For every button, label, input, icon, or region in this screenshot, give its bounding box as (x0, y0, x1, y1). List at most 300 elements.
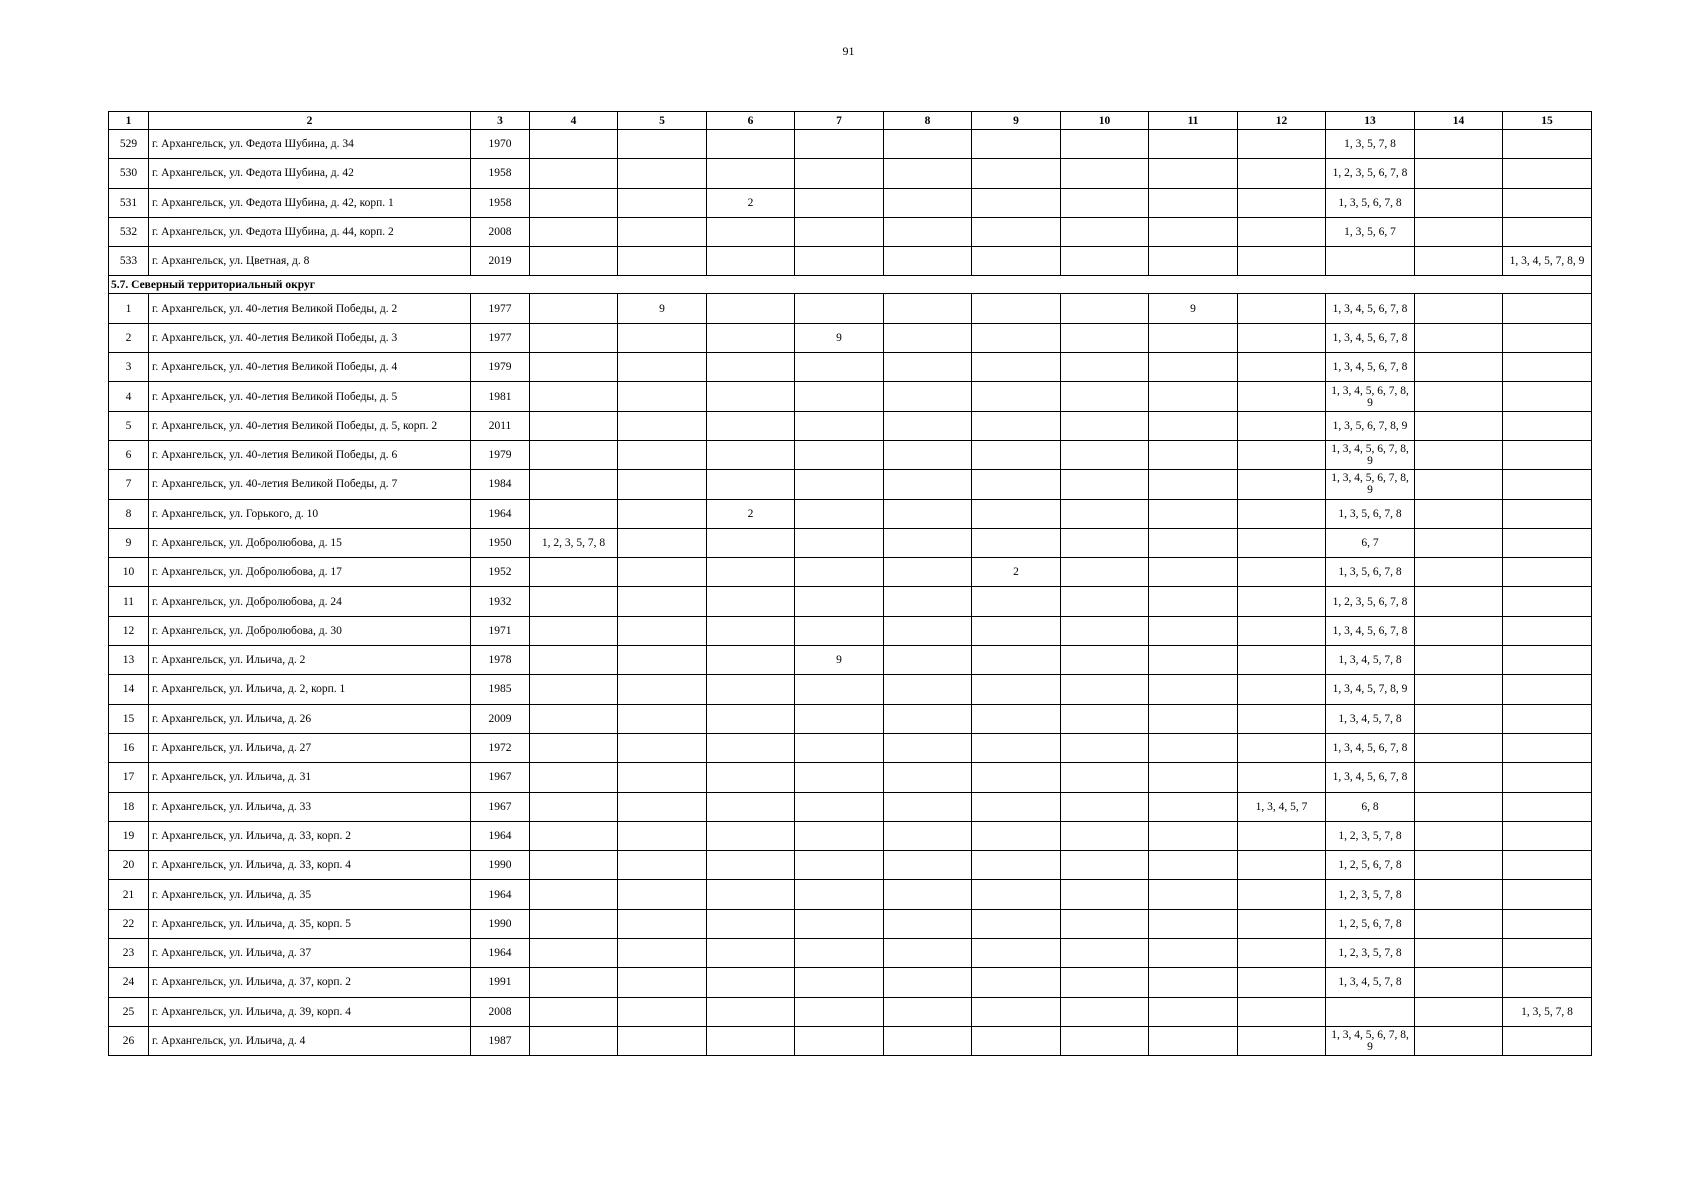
table-cell (1503, 821, 1592, 850)
year-cell: 2008 (471, 217, 530, 246)
address-cell: г. Архангельск, ул. 40-летия Великой Победы, д. 5 (149, 382, 471, 411)
table-cell (1061, 294, 1149, 323)
table-cell (884, 997, 972, 1026)
year-cell: 1958 (471, 159, 530, 188)
table-cell (707, 411, 795, 440)
table-cell (795, 528, 884, 557)
table-cell (530, 323, 618, 352)
table-cell (884, 587, 972, 616)
table-cell (530, 792, 618, 821)
table-cell (1149, 616, 1238, 645)
table-cell (707, 440, 795, 469)
table-cell (530, 1026, 618, 1055)
table-cell (1061, 130, 1149, 159)
table-cell (618, 1026, 707, 1055)
table-cell (972, 294, 1061, 323)
address-cell: г. Архангельск, ул. Добролюбова, д. 15 (149, 528, 471, 557)
table-cell (707, 528, 795, 557)
table-cell (1238, 499, 1326, 528)
table-cell (1061, 939, 1149, 968)
table-cell: 1, 3, 4, 5, 6, 7, 8 (1326, 353, 1415, 382)
table-cell (530, 909, 618, 938)
table-cell (795, 733, 884, 762)
address-cell: г. Архангельск, ул. Ильича, д. 33 (149, 792, 471, 821)
table-cell (1149, 558, 1238, 587)
table-row (109, 558, 1592, 587)
table-cell (1503, 616, 1592, 645)
table-cell (1238, 968, 1326, 997)
table-cell (1238, 217, 1326, 246)
table-row (109, 821, 1592, 850)
table-cell (1061, 1026, 1149, 1055)
table-cell (1415, 247, 1503, 276)
table-cell (972, 939, 1061, 968)
table-cell (884, 217, 972, 246)
table-cell (1061, 792, 1149, 821)
table-cell (618, 616, 707, 645)
table-cell: 2 (972, 558, 1061, 587)
buildings-table (108, 111, 1592, 1056)
table-cell (618, 704, 707, 733)
column-header: 1 (109, 112, 149, 130)
table-cell (795, 247, 884, 276)
table-cell (1415, 675, 1503, 704)
table-cell (884, 130, 972, 159)
table-cell (884, 821, 972, 850)
row-number-cell: 18 (109, 792, 149, 821)
table-cell (1061, 528, 1149, 557)
row-number-cell: 9 (109, 528, 149, 557)
row-number-cell: 25 (109, 997, 149, 1026)
table-cell (707, 558, 795, 587)
address-cell: г. Архангельск, ул. Ильича, д. 4 (149, 1026, 471, 1055)
table-cell (1149, 382, 1238, 411)
table-cell (1503, 159, 1592, 188)
table-cell (707, 587, 795, 616)
table-cell (618, 188, 707, 217)
table-cell: 1, 3, 4, 5, 6, 7, 8 (1326, 616, 1415, 645)
column-header: 5 (618, 112, 707, 130)
table-cell: 1, 3, 4, 5, 6, 7, 8, 9 (1326, 1026, 1415, 1055)
table-cell (1061, 646, 1149, 675)
table-cell (795, 851, 884, 880)
table-cell: 1, 3, 4, 5, 6, 7, 8 (1326, 733, 1415, 762)
row-number-cell: 16 (109, 733, 149, 762)
table-cell (1149, 130, 1238, 159)
table-cell (884, 851, 972, 880)
table-cell (530, 499, 618, 528)
table-cell (1061, 587, 1149, 616)
table-cell (884, 792, 972, 821)
table-cell (1503, 704, 1592, 733)
table-row (109, 247, 1592, 276)
table-cell (530, 440, 618, 469)
table-cell (1503, 909, 1592, 938)
table-body (109, 130, 1592, 1056)
year-cell: 1952 (471, 558, 530, 587)
table-cell (884, 733, 972, 762)
table-cell (1415, 646, 1503, 675)
address-cell: г. Архангельск, ул. Ильича, д. 31 (149, 763, 471, 792)
row-number-cell: 22 (109, 909, 149, 938)
table-cell (1149, 792, 1238, 821)
table-cell (972, 675, 1061, 704)
table-cell (530, 733, 618, 762)
table-cell: 9 (618, 294, 707, 323)
table-cell (618, 130, 707, 159)
table-cell (1149, 675, 1238, 704)
address-cell: г. Архангельск, ул. Ильича, д. 39, корп. 4 (149, 997, 471, 1026)
table-cell: 1, 3, 5, 6, 7 (1326, 217, 1415, 246)
table-cell (1503, 440, 1592, 469)
table-cell (884, 159, 972, 188)
column-header: 7 (795, 112, 884, 130)
table-cell (1503, 968, 1592, 997)
year-cell: 1971 (471, 616, 530, 645)
table-cell (972, 528, 1061, 557)
table-cell (795, 558, 884, 587)
table-cell (884, 968, 972, 997)
table-cell (1238, 382, 1326, 411)
table-cell (707, 294, 795, 323)
table-cell (618, 997, 707, 1026)
table-cell (795, 353, 884, 382)
table-cell (707, 217, 795, 246)
row-number-cell: 13 (109, 646, 149, 675)
table-cell (1238, 440, 1326, 469)
table-cell: 1, 3, 4, 5, 7, 8 (1326, 968, 1415, 997)
table-cell (618, 792, 707, 821)
table-row (109, 470, 1592, 499)
address-cell: г. Архангельск, ул. Федота Шубина, д. 34 (149, 130, 471, 159)
table-cell (795, 704, 884, 733)
table-cell (972, 470, 1061, 499)
table-cell (1238, 880, 1326, 909)
table-cell: 1, 2, 3, 5, 6, 7, 8 (1326, 587, 1415, 616)
year-cell: 2011 (471, 411, 530, 440)
table-cell (1238, 411, 1326, 440)
table-cell: 1, 3, 4, 5, 6, 7, 8 (1326, 294, 1415, 323)
table-cell (1503, 382, 1592, 411)
table-cell: 1, 3, 4, 5, 7, 8, 9 (1326, 675, 1415, 704)
table-cell (530, 646, 618, 675)
table-cell (884, 646, 972, 675)
table-cell (1149, 939, 1238, 968)
table-cell (1503, 646, 1592, 675)
table-cell (530, 353, 618, 382)
table-cell (795, 587, 884, 616)
table-row (109, 382, 1592, 411)
table-cell (707, 382, 795, 411)
table-cell (1238, 130, 1326, 159)
table-cell: 1, 2, 3, 5, 7, 8 (1326, 939, 1415, 968)
table-cell (972, 323, 1061, 352)
table-cell: 1, 3, 4, 5, 6, 7, 8, 9 (1326, 382, 1415, 411)
table-cell (618, 821, 707, 850)
year-cell: 1979 (471, 440, 530, 469)
table-cell (1415, 821, 1503, 850)
table-cell (1149, 353, 1238, 382)
table-cell (1149, 217, 1238, 246)
table-cell (707, 646, 795, 675)
row-number-cell: 3 (109, 353, 149, 382)
year-cell: 1967 (471, 763, 530, 792)
table-cell (1415, 616, 1503, 645)
address-cell: г. Архангельск, ул. Горького, д. 10 (149, 499, 471, 528)
table-cell (1503, 1026, 1592, 1055)
table-cell (795, 880, 884, 909)
table-cell (1415, 528, 1503, 557)
table-cell (795, 763, 884, 792)
table-cell (530, 247, 618, 276)
table-cell (1149, 821, 1238, 850)
table-cell (707, 675, 795, 704)
table-cell (1503, 130, 1592, 159)
table-cell (795, 997, 884, 1026)
address-cell: г. Архангельск, ул. Ильича, д. 35, корп. 5 (149, 909, 471, 938)
table-cell (618, 939, 707, 968)
table-row (109, 733, 1592, 762)
address-cell: г. Архангельск, ул. Добролюбова, д. 30 (149, 616, 471, 645)
table-cell (707, 997, 795, 1026)
table-cell (1061, 997, 1149, 1026)
table-cell: 1, 2, 3, 5, 7, 8 (530, 528, 618, 557)
table-cell (618, 247, 707, 276)
year-cell: 1979 (471, 353, 530, 382)
table-cell (1238, 1026, 1326, 1055)
table-row (109, 909, 1592, 938)
row-number-cell: 529 (109, 130, 149, 159)
table-cell (530, 997, 618, 1026)
table-cell (1238, 188, 1326, 217)
table-cell (530, 382, 618, 411)
table-cell (1503, 499, 1592, 528)
table-cell (1061, 880, 1149, 909)
table-cell (618, 968, 707, 997)
table-cell (884, 616, 972, 645)
table-cell (707, 616, 795, 645)
section-heading-row (109, 276, 1592, 294)
table-cell (972, 997, 1061, 1026)
table-cell (618, 159, 707, 188)
year-cell: 1977 (471, 323, 530, 352)
table-cell (884, 353, 972, 382)
table-cell (1326, 997, 1415, 1026)
table-cell (1061, 909, 1149, 938)
table-cell (795, 411, 884, 440)
address-cell: г. Архангельск, ул. Цветная, д. 8 (149, 247, 471, 276)
address-cell: г. Архангельск, ул. Федота Шубина, д. 42 (149, 159, 471, 188)
table-cell (795, 939, 884, 968)
table-cell (530, 851, 618, 880)
year-cell: 1972 (471, 733, 530, 762)
column-header: 4 (530, 112, 618, 130)
table-cell (884, 675, 972, 704)
table-row (109, 968, 1592, 997)
table-cell (1149, 968, 1238, 997)
table-cell (795, 821, 884, 850)
year-cell: 1932 (471, 587, 530, 616)
table-cell (1238, 851, 1326, 880)
table-row (109, 616, 1592, 645)
table-cell (795, 159, 884, 188)
table-cell (530, 558, 618, 587)
year-cell: 1964 (471, 821, 530, 850)
address-cell: г. Архангельск, ул. Ильича, д. 37, корп. 2 (149, 968, 471, 997)
table-cell (1061, 851, 1149, 880)
table-cell: 1, 3, 5, 6, 7, 8 (1326, 188, 1415, 217)
table-cell (1061, 353, 1149, 382)
table-cell (530, 130, 618, 159)
table-cell (1149, 1026, 1238, 1055)
address-cell: г. Архангельск, ул. Ильича, д. 33, корп. 4 (149, 851, 471, 880)
table-cell (795, 440, 884, 469)
table-cell (1238, 470, 1326, 499)
year-cell: 1964 (471, 880, 530, 909)
table-cell (1415, 411, 1503, 440)
table-cell (530, 675, 618, 704)
table-cell (707, 470, 795, 499)
table-cell (1149, 909, 1238, 938)
address-cell: г. Архангельск, ул. 40-летия Великой Победы, д. 4 (149, 353, 471, 382)
table-cell (1238, 616, 1326, 645)
row-number-cell: 24 (109, 968, 149, 997)
table-cell (884, 188, 972, 217)
table-cell (795, 188, 884, 217)
table-cell (530, 880, 618, 909)
table-cell (1415, 188, 1503, 217)
table-cell (1503, 188, 1592, 217)
table-cell (1503, 323, 1592, 352)
table-row (109, 851, 1592, 880)
table-cell: 1, 2, 5, 6, 7, 8 (1326, 909, 1415, 938)
table-cell (530, 159, 618, 188)
address-cell: г. Архангельск, ул. Федота Шубина, д. 44, корп. 2 (149, 217, 471, 246)
table-cell (1503, 675, 1592, 704)
table-cell: 6, 8 (1326, 792, 1415, 821)
row-number-cell: 20 (109, 851, 149, 880)
table-cell: 1, 2, 3, 5, 7, 8 (1326, 880, 1415, 909)
table-cell (884, 499, 972, 528)
address-cell: г. Архангельск, ул. Ильича, д. 35 (149, 880, 471, 909)
table-cell (618, 646, 707, 675)
table-cell (1503, 792, 1592, 821)
table-cell (530, 217, 618, 246)
table-cell (1061, 159, 1149, 188)
row-number-cell: 26 (109, 1026, 149, 1055)
address-cell: г. Архангельск, ул. 40-летия Великой Победы, д. 2 (149, 294, 471, 323)
table-cell (1238, 528, 1326, 557)
table-cell (618, 528, 707, 557)
table-cell: 2 (707, 499, 795, 528)
table-row (109, 323, 1592, 352)
table-cell (1415, 323, 1503, 352)
table-cell (972, 499, 1061, 528)
table-cell (972, 733, 1061, 762)
table-cell (618, 323, 707, 352)
table-cell (1061, 247, 1149, 276)
table-cell (1503, 880, 1592, 909)
table-cell (530, 821, 618, 850)
table-cell (1149, 704, 1238, 733)
table-cell (972, 353, 1061, 382)
table-cell (1149, 470, 1238, 499)
year-cell: 1978 (471, 646, 530, 675)
table-cell (1149, 763, 1238, 792)
table-cell (707, 704, 795, 733)
table-cell (1061, 217, 1149, 246)
row-number-cell: 530 (109, 159, 149, 188)
table-cell (1415, 851, 1503, 880)
table-cell (1503, 587, 1592, 616)
table-cell (884, 440, 972, 469)
table-cell (1149, 323, 1238, 352)
table-cell (1061, 188, 1149, 217)
address-cell: г. Архангельск, ул. Ильича, д. 26 (149, 704, 471, 733)
table-cell (1149, 247, 1238, 276)
table-cell (530, 616, 618, 645)
table-cell (1503, 939, 1592, 968)
table-cell (707, 851, 795, 880)
table-cell (795, 968, 884, 997)
table-cell (972, 411, 1061, 440)
table-cell (795, 130, 884, 159)
table-cell (1415, 470, 1503, 499)
table-cell (618, 382, 707, 411)
column-header: 2 (149, 112, 471, 130)
table-cell: 9 (795, 646, 884, 675)
address-cell: г. Архангельск, ул. Ильича, д. 2 (149, 646, 471, 675)
table-cell (972, 247, 1061, 276)
row-number-cell: 1 (109, 294, 149, 323)
table-cell: 1, 3, 4, 5, 7, 8, 9 (1503, 247, 1592, 276)
table-cell: 9 (795, 323, 884, 352)
row-number-cell: 5 (109, 411, 149, 440)
table-cell (530, 939, 618, 968)
table-cell (1238, 587, 1326, 616)
table-cell (1238, 821, 1326, 850)
table-cell (972, 1026, 1061, 1055)
table-cell (530, 763, 618, 792)
table-header-row (109, 112, 1592, 130)
row-number-cell: 7 (109, 470, 149, 499)
table-row (109, 353, 1592, 382)
column-header: 15 (1503, 112, 1592, 130)
table-cell (707, 880, 795, 909)
column-header: 12 (1238, 112, 1326, 130)
year-cell: 1964 (471, 499, 530, 528)
table-cell (1503, 733, 1592, 762)
table-cell (1149, 188, 1238, 217)
table-cell (1238, 909, 1326, 938)
table-cell (1238, 763, 1326, 792)
year-cell: 1985 (471, 675, 530, 704)
table-cell (530, 587, 618, 616)
table-cell (1415, 909, 1503, 938)
table-cell (707, 130, 795, 159)
table-cell (707, 821, 795, 850)
table-cell (530, 188, 618, 217)
table-cell (972, 217, 1061, 246)
table-cell (1149, 440, 1238, 469)
table-row (109, 587, 1592, 616)
table-cell (618, 587, 707, 616)
table-cell (707, 1026, 795, 1055)
table-cell (618, 733, 707, 762)
table-cell (1415, 792, 1503, 821)
address-cell: г. Архангельск, ул. 40-летия Великой Победы, д. 5, корп. 2 (149, 411, 471, 440)
table-cell (1061, 763, 1149, 792)
